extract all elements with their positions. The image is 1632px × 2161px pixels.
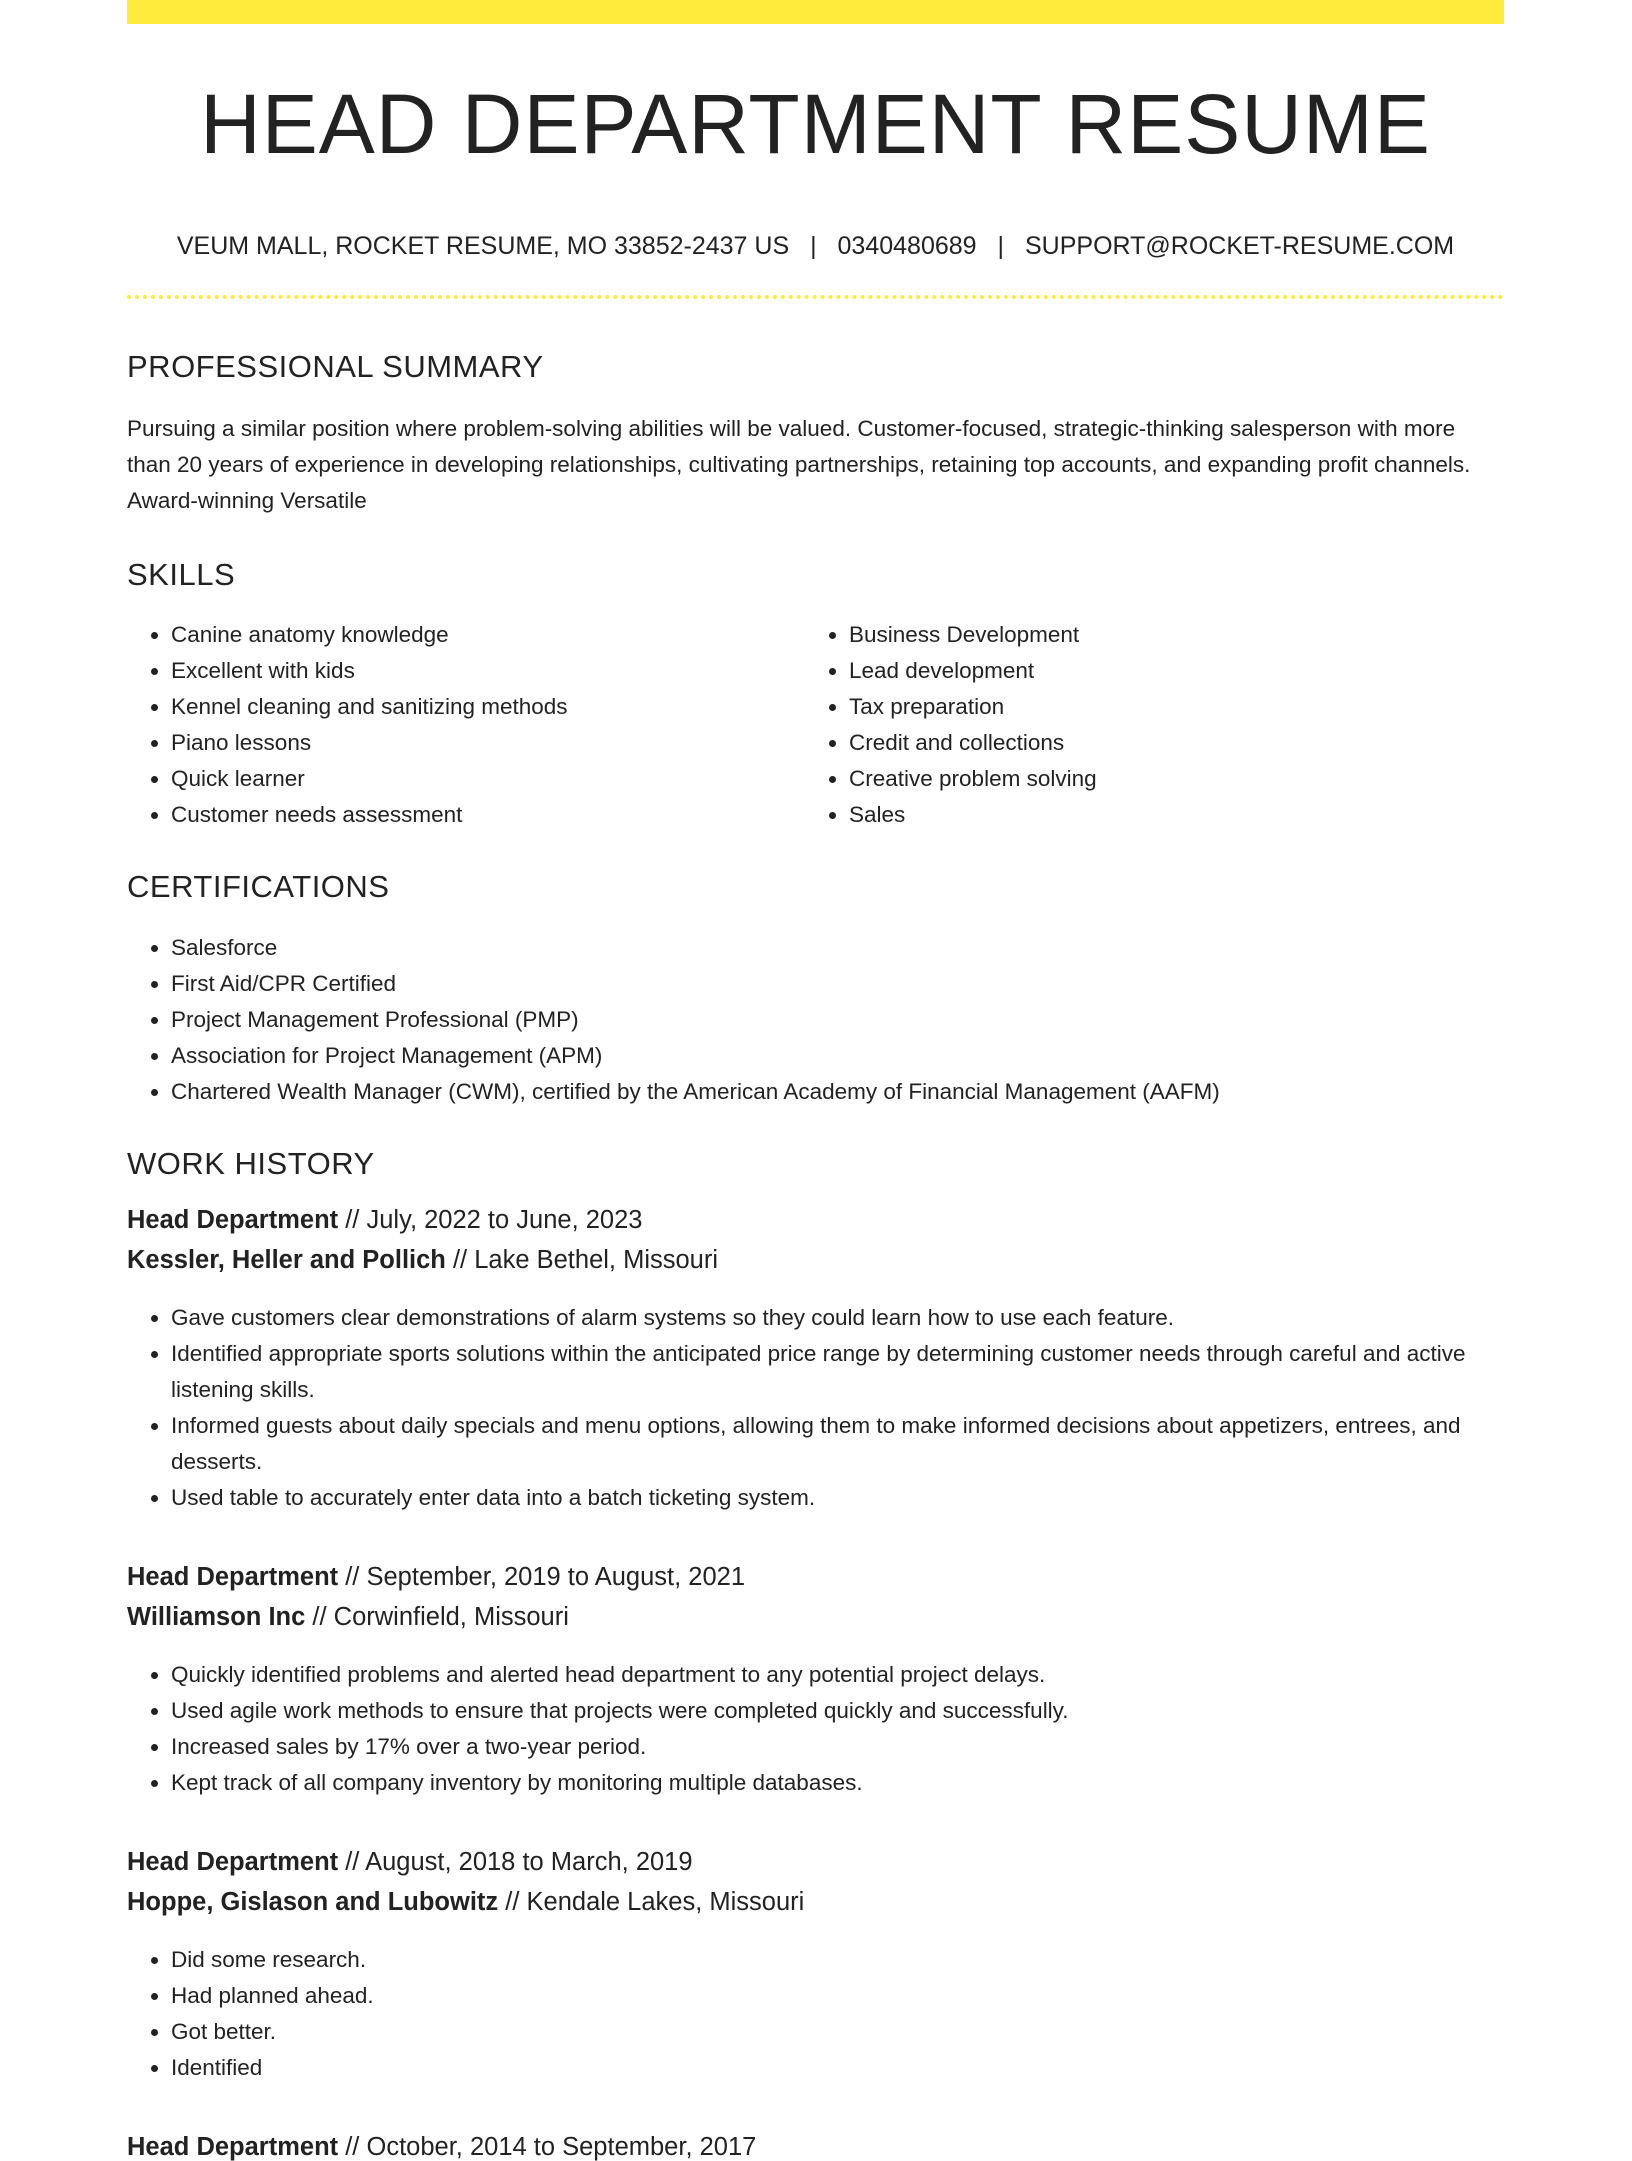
skill-item: • Sales <box>849 797 1483 833</box>
job-separator: // <box>338 1563 367 1591</box>
job-bullet: • Gave customers clear demonstrations of alarm systems so they could learn how to use each feature. <box>171 1300 1504 1336</box>
job-title-line <box>127 1850 1504 1876</box>
skills-heading: SKILLS <box>127 557 236 592</box>
job-company: Hoppe, Gislason and Lubowitz <box>127 1887 499 1916</box>
job-bullets <box>127 1657 1504 1801</box>
job-separator: // <box>498 1887 527 1916</box>
job-bullet: • Used agile work methods to ensure that projects were completed quickly and successfully. <box>171 1693 1504 1729</box>
certification-item: • Salesforce <box>171 930 1504 966</box>
job-dates: September, 2019 to August, 2021 <box>366 1563 746 1591</box>
skill-item: • Customer needs assessment <box>171 797 805 833</box>
skills-grid <box>127 617 1504 833</box>
job-entry <box>127 1565 1504 1801</box>
job-company-line <box>127 1887 1504 1916</box>
job-location: Kendale Lakes, Missouri <box>526 1887 805 1916</box>
contact-separator: | <box>810 232 817 260</box>
job-entry <box>127 1208 1504 1516</box>
job-bullet: • Used table to accurately enter data into a batch ticketing system. <box>171 1480 1504 1516</box>
job-separator: // <box>338 2133 367 2161</box>
job-location: Corwinfield, Missouri <box>333 1602 569 1631</box>
job-position: Head Department <box>127 1563 339 1591</box>
work-history-heading: WORK HISTORY <box>127 1146 375 1181</box>
job-bullet: • Kept track of all company inventory by monitoring multiple databases. <box>171 1765 1504 1801</box>
job-position: Head Department <box>127 1206 339 1234</box>
certification-item: • Project Management Professional (PMP) <box>171 1002 1504 1038</box>
contact-phone: 0340480689 <box>837 232 977 260</box>
skill-item: • Piano lessons <box>171 725 805 761</box>
job-separator: // <box>338 1206 367 1234</box>
job-company: Kessler, Heller and Pollich <box>127 1245 446 1274</box>
certification-item: • Chartered Wealth Manager (CWM), certified by the American Academy of Financial Management (AAFM) <box>171 1074 1504 1110</box>
job-dates: July, 2022 to June, 2023 <box>366 1206 643 1234</box>
job-title-line <box>127 1208 1504 1234</box>
resume-title: HEAD DEPARTMENT RESUME <box>200 77 1431 171</box>
job-bullet: • Did some research. <box>171 1942 1504 1978</box>
skill-item: • Business Development <box>849 617 1483 653</box>
header-divider <box>127 295 1504 299</box>
job-bullet: • Had planned ahead. <box>171 1978 1504 2014</box>
skill-item: • Lead development <box>849 653 1483 689</box>
skill-item: • Quick learner <box>171 761 805 797</box>
job-separator: // <box>305 1602 334 1631</box>
job-bullet: • Identified <box>171 2050 1504 2086</box>
job-position: Head Department <box>127 2133 339 2161</box>
job-title-line <box>127 2135 1504 2161</box>
job-dates: August, 2018 to March, 2019 <box>365 1848 693 1876</box>
contact-line <box>127 234 1504 259</box>
job-bullets <box>127 1942 1504 2086</box>
job-bullet: • Informed guests about daily specials and menu options, allowing them to make informed decisions about appetizers, entrees, and desserts. <box>171 1408 1504 1480</box>
contact-email: SUPPORT@ROCKET-RESUME.COM <box>1024 232 1455 260</box>
job-bullet: • Identified appropriate sports solutions within the anticipated price range by determining customer needs through careful and active listening skills. <box>171 1336 1504 1408</box>
certifications-heading: CERTIFICATIONS <box>127 869 390 904</box>
skill-item: • Excellent with kids <box>171 653 805 689</box>
job-entry <box>127 1850 1504 2086</box>
job-bullet: • Increased sales by 17% over a two-year period. <box>171 1729 1504 1765</box>
job-location: Lake Bethel, Missouri <box>474 1245 719 1274</box>
job-company-line <box>127 1602 1504 1631</box>
job-company: Williamson Inc <box>127 1602 306 1631</box>
job-separator: // <box>445 1245 475 1274</box>
resume-page <box>127 0 1504 2161</box>
job-entry <box>127 2135 1504 2161</box>
top-accent-bar <box>127 0 1504 24</box>
contact-address: VEUM MALL, ROCKET RESUME, MO 33852-2437 US <box>176 232 790 260</box>
summary-text: Pursuing a similar position where problem-solving abilities will be valued. Customer-focused, strategic-thinking salesperson with more than 20 years of experience in developing relationships, cultivating partnerships, retaining top accounts, and expanding profit channels. Award-winning Versatile <box>127 416 1471 513</box>
skill-item: • Tax preparation <box>849 689 1483 725</box>
job-title-line <box>127 1565 1504 1591</box>
job-bullet: • Quickly identified problems and alerted head department to any potential project delays. <box>171 1657 1504 1693</box>
certification-item: • Association for Project Management (APM) <box>171 1038 1504 1074</box>
job-bullets <box>127 1300 1504 1516</box>
skill-item: • Kennel cleaning and sanitizing methods <box>171 689 805 725</box>
certifications-list <box>127 930 1504 1110</box>
skills-list-right <box>805 617 1483 833</box>
contact-separator: | <box>997 232 1005 260</box>
skill-item: • Credit and collections <box>849 725 1483 761</box>
job-bullet: • Got better. <box>171 2014 1504 2050</box>
job-position: Head Department <box>127 1848 339 1876</box>
job-company-line <box>127 1245 1504 1274</box>
skills-list-left <box>127 617 805 833</box>
job-dates: October, 2014 to September, 2017 <box>366 2133 757 2161</box>
skill-item: • Creative problem solving <box>849 761 1483 797</box>
skill-item: • Canine anatomy knowledge <box>171 617 805 653</box>
certification-item: • First Aid/CPR Certified <box>171 966 1504 1002</box>
summary-heading: PROFESSIONAL SUMMARY <box>127 349 544 384</box>
job-separator: // <box>338 1848 366 1876</box>
